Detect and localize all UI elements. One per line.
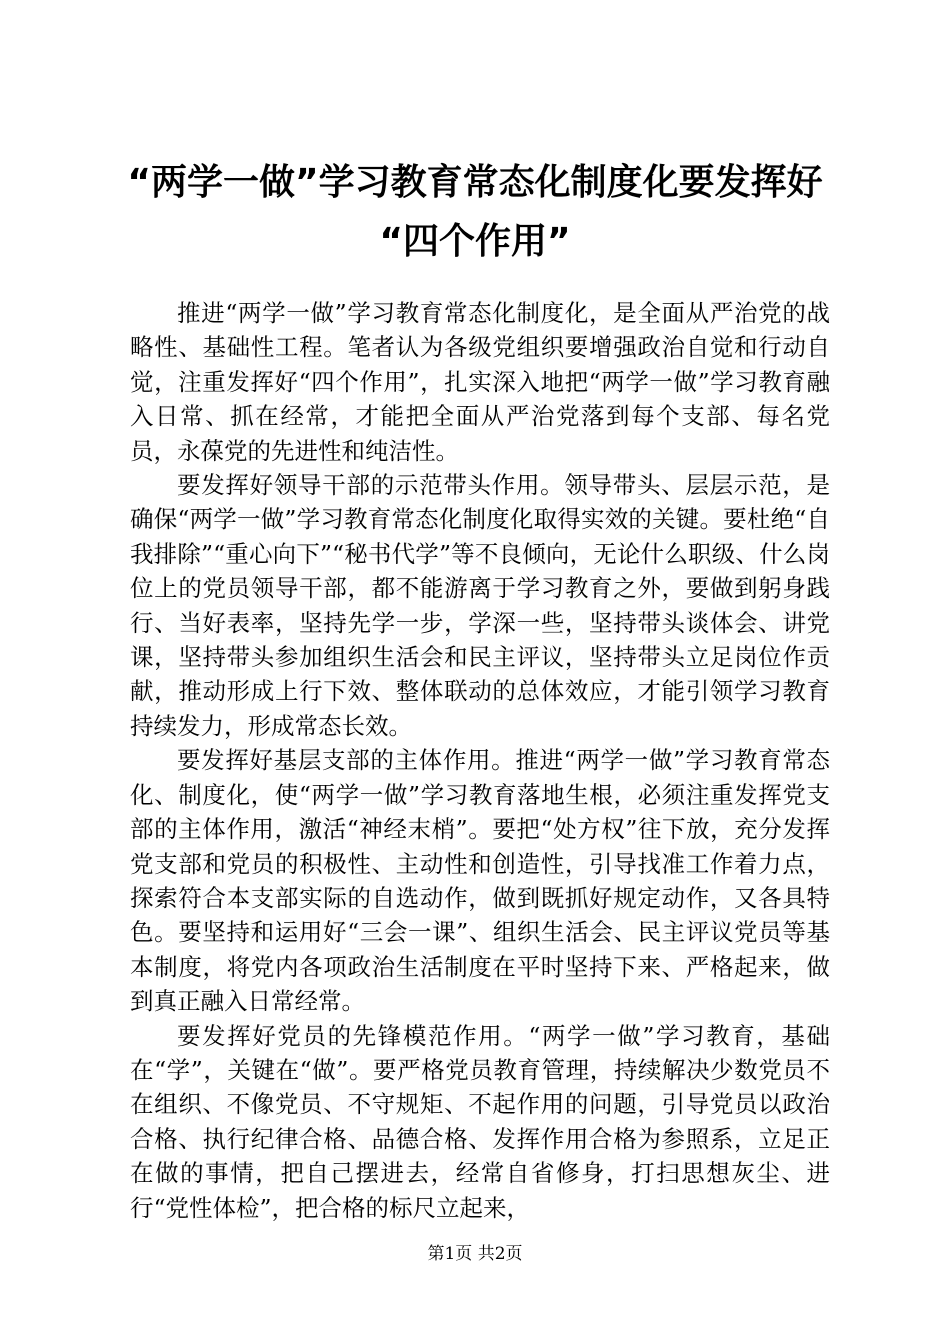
document-title-line-2: “四个作用” xyxy=(379,221,571,262)
paragraph-4: 要发挥好党员的先锋模范作用。“两学一做”学习教育，基础在“学”，关键在“做”。要严格党员教育管理，持续解决少数党员不在组织、不像党员、不守规矩、不起作用的问题，引导党员以政治合格、执行纪律合格、品德合格、发挥作用合格为参照系，立足正在做的事情，把自己摆进去，经常自省修身，打扫思想灰尘、进行“党性体检”，把合格的标尺立起来， xyxy=(130,1021,830,1222)
paragraph-2: 要发挥好领导干部的示范带头作用。领导带头、层层示范，是确保“两学一做”学习教育常态化制度化取得实效的关键。要杜绝“自我排除”“重心向下”“秘书代学”等不良倾向，无论什么职级、什么岗位上的党员领导干部，都不能游离于学习教育之外，要做到躬身践行、当好表率，坚持先学一步，学深一些，坚持带头谈体会、讲党课，坚持带头参加组织生活会和民主评议，坚持带头立足岗位作贡献，推动形成上行下效、整体联动的总体效应，才能引领学习教育持续发力，形成常态长效。 xyxy=(130,471,830,740)
paragraph-3: 要发挥好基层支部的主体作用。推进“两学一做”学习教育常态化、制度化，使“两学一做”学习教育落地生根，必须注重发挥党支部的主体作用，激活“神经末梢”。要把“处方权”往下放，充分发挥党支部和党员的积极性、主动性和创造性，引导找准工作着力点，探索符合本支部实际的自选动作，做到既抓好规定动作，又各具特色。要坚持和运用好“三会一课”、组织生活会、民主评议党员等基本制度，将党内各项政治生活制度在平时坚持下来、严格起来，做到真正融入日常经常。 xyxy=(130,746,830,1016)
paragraph-1: 推进“两学一做”学习教育常态化制度化，是全面从严治党的战略性、基础性工程。笔者认为各级党组织要增强政治自觉和行动自觉，注重发挥好“四个作用”，扎实深入地把“两学一做”学习教育融入日常、抓在经常，才能把全面从严治党落到每个支部、每名党员，永葆党的先进性和纯洁性。 xyxy=(130,299,830,465)
page-footer: 第1页 共2页 xyxy=(427,1244,523,1264)
document-title-line-1: “两学一做”学习教育常态化制度化要发挥好 xyxy=(127,162,823,203)
document-body xyxy=(130,296,830,1225)
